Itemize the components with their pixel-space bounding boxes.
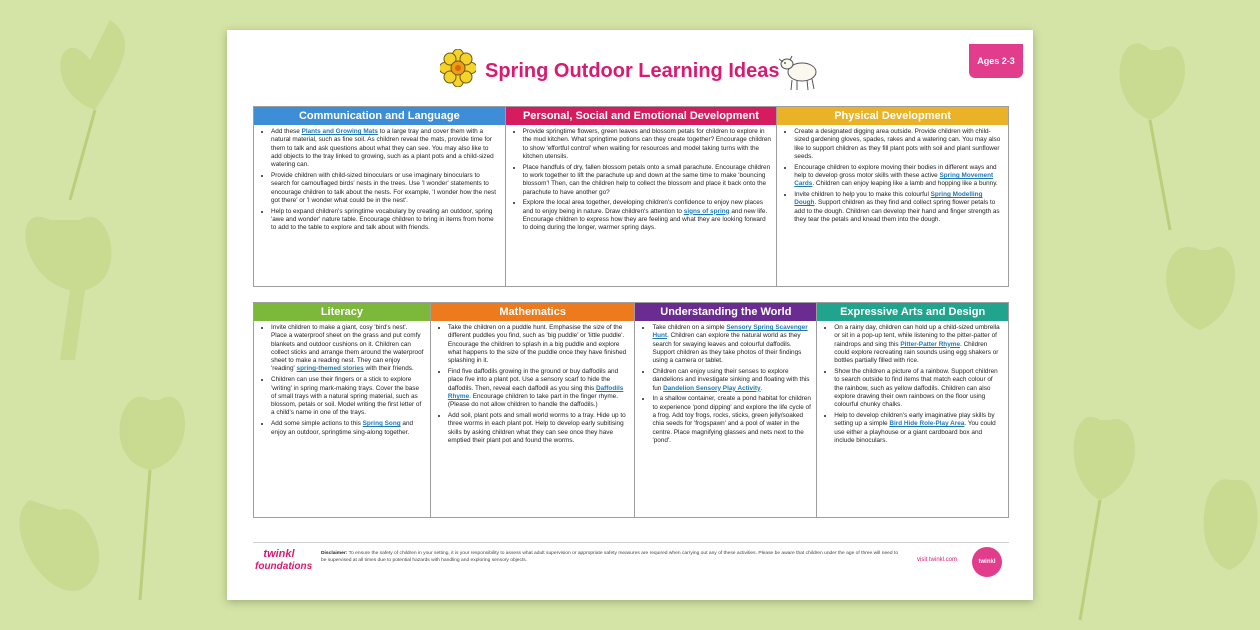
area-heading: Physical Development	[777, 107, 1008, 125]
resource-link[interactable]: spring-themed stories	[296, 365, 364, 373]
flower-decoration	[1074, 417, 1135, 500]
learning-areas-top	[253, 106, 1009, 287]
area-mathematics	[431, 302, 636, 518]
twinkl-foundations-logo: twinkl foundations	[255, 548, 313, 572]
resource-link[interactable]: Spring Movement Cards	[794, 171, 994, 188]
disclaimer: Disclaimer: To ensure the safety of children in your setting, it is your responsibility to assess what adult supervision or appropriate safety measures are required when carrying out any of these activities. Please be aware that children under the age of three will need to be supervised at all times due to potential hazards with handling and exploring sensory objects.	[321, 551, 899, 563]
flower-decoration	[1120, 43, 1185, 120]
page-title: Spring Outdoor Learning Ideas	[485, 60, 780, 82]
flower-decoration	[1204, 479, 1258, 570]
idea-list	[254, 321, 430, 439]
idea-item: • Add these Plants and Growing Mats to a large tray and cover them with a natural material, such as fine soil. As children reveal the mats, provide time for them to talk and ask questions about what they can see. You may also like to add objects to the tray linked to growing, such as a plant pots and a child-sized watering can.	[271, 128, 500, 169]
resource-link[interactable]: signs of spring	[683, 207, 730, 215]
idea-item: • Children can enjoy using their senses to explore dandelions and investigate sinking and floating with this fun Dandelion Sensory Play Activity.	[652, 368, 811, 393]
age-badge: Ages 2-3	[969, 44, 1023, 78]
idea-item: • Encourage children to explore moving their bodies in different ways and help to develop gross motor skills with these active Spring Movement Cards. Children can enjoy leaping like a lamb and hopping like a bunny.	[794, 164, 1003, 189]
area-physical	[777, 106, 1009, 287]
flower-decoration	[120, 397, 185, 470]
idea-list	[817, 321, 1008, 448]
resource-link[interactable]: Pitter-Patter Rhyme	[900, 340, 961, 348]
area-heading: Communication and Language	[254, 107, 505, 125]
flower-stem	[70, 110, 95, 200]
area-personal-social	[506, 106, 778, 287]
idea-item: • On a rainy day, children can hold up a child-sized umbrella or sit in a pop-up tent, while listening to the pitter-patter of raindrops and sing this Pitter-Patter Rhyme. Children could explore recreating rain sounds using egg shakers or bottles partially filled with rice.	[834, 324, 1003, 365]
resource-link[interactable]: Spring Song	[362, 420, 401, 428]
flower-decoration	[1166, 247, 1235, 330]
learning-areas-bottom	[253, 302, 1009, 518]
idea-item: • Take children on a simple Sensory Spring Scavenger Hunt. Children can explore the natural world as they search for swaying leaves and colourful daffodils. Support children as they take photos of their findings using a camera or tablet.	[652, 324, 811, 365]
flower-stem	[1080, 500, 1100, 620]
area-heading: Personal, Social and Emotional Development	[506, 107, 777, 125]
resource-link[interactable]: Plants and Growing Mats	[301, 128, 378, 135]
area-expressive	[817, 302, 1009, 518]
area-communication	[253, 106, 506, 287]
area-heading: Understanding the World	[635, 303, 816, 321]
idea-item: • Add soil, plant pots and small world worms to a tray. Hide up to three worms in each plant pot. Help to develop early subitising skills by asking children what they can see once they have emptied their plant pot and found the worms.	[448, 412, 630, 445]
idea-item: • Help to develop children's early imaginative play skills by setting up a simple Bird Hide Role-Play Area. You could use either a playhouse or a giant cardboard box and include binoculars.	[834, 412, 1003, 445]
flower-decoration	[60, 20, 125, 110]
idea-item: • Invite children to make a giant, cosy 'bird's nest'. Place a waterproof sheet on the grass and put comfy blankets and outdoor cushions on it. Children can collect sticks and arrange them around the waterproof sheet to make a reading nest. They can enjoy 'reading' spring-themed stories with their friends.	[271, 324, 425, 374]
idea-item: • Explore the local area together, developing children's confidence to enjoy new places and to enjoy being in nature. Draw children's attention to signs of spring and new life. Encourage children to express how they are feeling and what they are looking forward to doing during the longer, warmer spring days.	[523, 199, 772, 232]
idea-item: • Add some simple actions to this Spring Song and enjoy an outdoor, springtime sing-along together.	[271, 420, 425, 437]
idea-item: • Find five daffodils growing in the ground or buy daffodils and place five into a plant pot. Use a sensory scarf to hide the daffodils. Then, reveal each daffodil as you sing this Daffodils Rhyme. Encourage children to take part in the finger rhyme. (Please do not allow children to handle the daffodils.)	[448, 368, 630, 409]
twinkl-seal: twinkl	[972, 547, 1002, 577]
activity-sheet	[227, 30, 1033, 600]
idea-item: • Invite children to help you to make this colourful Spring Modelling Dough. Support children as they find and collect spring flower petals to add to the dough. Children can develop their hand and finger strength as they tear the petals and knead them into the dough.	[794, 191, 1003, 224]
footer-divider	[253, 542, 1009, 543]
idea-list	[254, 125, 505, 235]
resource-link[interactable]: Dandelion Sensory Play Activity	[663, 384, 761, 392]
resource-link[interactable]: Sensory Spring Scavenger Hunt	[652, 324, 808, 340]
visit-link[interactable]: visit twinkl.com	[917, 557, 958, 563]
idea-item: • In a shallow container, create a pond habitat for children to experience 'pond dipping' and explore the life cycle of a frog. Add toy frogs, rocks, sticks, green jelly/soaked chia seeds for 'frogspawn' and a pool of water in the centre. Place magnifying glasses and nets next to the 'pond'.	[652, 395, 811, 445]
idea-list	[635, 321, 816, 448]
title-row	[227, 44, 1033, 94]
idea-item: • Help to expand children's springtime vocabulary by creating an outdoor, spring 'awe and wonder' nature table. Encourage children to bring in items from home to add to the table to explore and talk about with friends.	[271, 208, 500, 233]
resource-link[interactable]: Daffodils Rhyme	[447, 384, 624, 400]
area-heading: Mathematics	[431, 303, 635, 321]
idea-item: • Take the children on a puddle hunt. Emphasise the size of the different puddles you find, such as 'big puddle' or 'little puddle'. Encourage the children to splash in a big puddle and explore what happens to the size of the puddle once they have finished splashing in it.	[448, 324, 630, 365]
flower-decoration	[25, 217, 111, 360]
resource-link[interactable]: Spring Modelling Dough	[794, 191, 983, 207]
daffodil-icon	[440, 49, 476, 87]
flower-decoration	[20, 500, 100, 591]
idea-list	[431, 321, 635, 448]
flower-stem	[140, 470, 150, 600]
idea-list	[506, 125, 777, 235]
area-heading: Literacy	[254, 303, 430, 321]
area-heading: Expressive Arts and Design	[817, 303, 1008, 321]
area-literacy	[253, 302, 431, 518]
idea-item: • Children can use their fingers or a stick to explore 'writing' in spring mark-making trays. Cover the base of small trays with a natural spring material, such as blossom, petals or soil. Model writing the first letter of a child's name in one of the trays.	[271, 376, 425, 417]
footer	[253, 542, 1009, 582]
resource-link[interactable]: Bird Hide Role-Play Area	[889, 420, 965, 428]
idea-item: • Provide springtime flowers, green leaves and blossom petals for children to explore in the mud kitchen. What springtime potions can they create together? Encourage children to show 'effortful control' when waiting for resources and model taking turns with the kitchen utensils.	[523, 128, 772, 161]
idea-item: • Create a designated digging area outside. Provide children with child-sized gardening gloves, spades, rakes and a watering can. You may also like to support children as they fill plant pots with soil and plant sunflower seeds.	[794, 128, 1003, 161]
idea-item: • Show the children a picture of a rainbow. Support children to search outside to find items that match each colour of the rainbow, such as yellow daffodils. Children can also explore drawing their own rainbows on the floor using colourful chunky chalks.	[834, 368, 1003, 409]
idea-list	[777, 125, 1008, 227]
lamb-icon	[778, 50, 822, 92]
area-understanding	[635, 302, 817, 518]
idea-item: • Provide children with child-sized binoculars or use imaginary binoculars to search for camouflaged birds' nests in the trees. Use 'I wonder' statements to encourage children to talk about the nests. For example, 'I wonder how the nest got there' or 'I wonder what could be in the nest'.	[271, 172, 500, 205]
idea-item: • Place handfuls of dry, fallen blossom petals onto a small parachute. Encourage children to work together to lift the parachute up and down at the same time to make 'bouncing blossom'! Then, can the children help to collect the blossom and place it back onto the parachute to have another go?	[523, 164, 772, 197]
flower-stem	[1150, 120, 1170, 230]
